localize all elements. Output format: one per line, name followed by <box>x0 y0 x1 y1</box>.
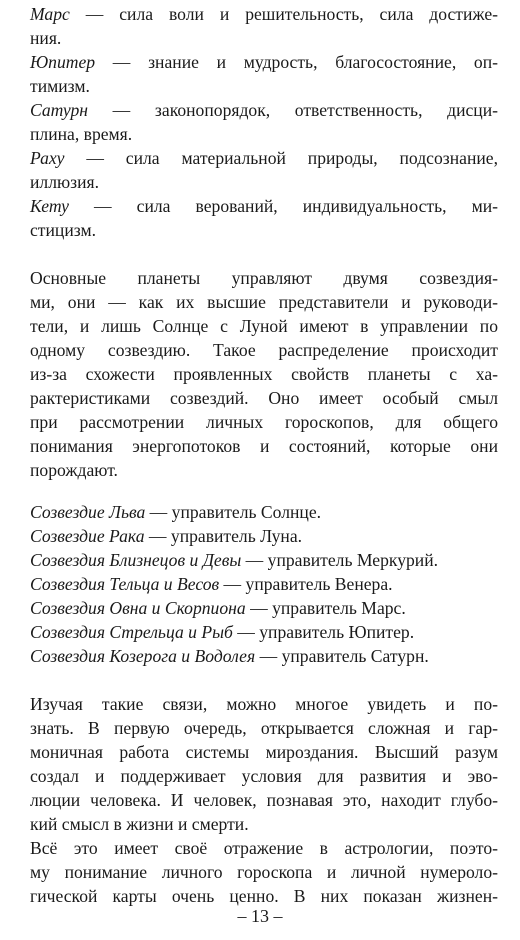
planet-line: Юпитер — знание и мудрость, благосостояние, оп- <box>30 52 498 72</box>
paragraph-1-line: рактеристиками созвездий. Оно имеет особый смыл <box>30 388 498 408</box>
paragraph-1-line: порождают. <box>30 460 118 480</box>
paragraph-1-line: Основные планеты управляют двумя созвездия- <box>30 268 498 288</box>
paragraph-2-line: Изучая такие связи, можно многое увидеть и по- <box>30 694 498 714</box>
planet-line-cont: плина, время. <box>30 124 133 144</box>
paragraph-1-line: ми, они — как их высшие представители и руководи- <box>30 292 498 312</box>
paragraph-2-line: моничная работа системы мироздания. Высший разум <box>30 742 498 762</box>
constellation-line: Созвездия Близнецов и Девы — управитель Меркурий. <box>30 550 439 570</box>
paragraph-2-line: кий смысл в жизни и смерти. <box>30 814 249 834</box>
paragraph-1-line: при рассмотрении личных гороскопов, для общего <box>30 412 498 432</box>
page-number: – 13 – <box>237 906 283 926</box>
constellation-line: Созвездие Рака — управитель Луна. <box>30 526 303 546</box>
paragraph-1-line: тели, и лишь Солнце с Луной имеют в управлении по <box>30 316 498 336</box>
constellation-line: Созвездие Льва — управитель Солнце. <box>30 502 322 522</box>
planet-line: Раху — сила материальной природы, подсознание, <box>30 148 498 168</box>
planet-line-cont: стицизм. <box>30 220 96 240</box>
paragraph-3-line: гической карты очень ценно. В них показан жизнен- <box>30 886 498 906</box>
planet-line: Сатурн — законопорядок, ответственность, дисци- <box>30 100 498 120</box>
planet-line-cont: тимизм. <box>30 76 90 96</box>
paragraph-3-line: Всё это имеет своё отражение в астрологии, поэто- <box>30 838 498 858</box>
constellation-line: Созвездия Овна и Скорпиона — управитель Марс. <box>30 598 406 618</box>
constellation-line: Созвездия Стрельца и Рыб — управитель Юпитер. <box>30 622 415 642</box>
paragraph-2-line: знать. В первую очередь, открывается сложная и гар- <box>30 718 498 738</box>
paragraph-2-line: люции человека. И человек, познавая это, находит глубо- <box>30 790 498 810</box>
constellation-line: Созвездия Тельца и Весов — управитель Венера. <box>30 574 393 594</box>
paragraph-1-line: одному созвездию. Такое распределение происходит <box>30 340 498 360</box>
planet-line-cont: ния. <box>30 28 62 48</box>
planet-line: Кету — сила верований, индивидуальность, ми- <box>30 196 498 216</box>
paragraph-1-line: из-за схожести проявленных свойств планеты с ха- <box>30 364 498 384</box>
constellation-line: Созвездия Козерога и Водолея — управитель Сатурн. <box>30 646 429 666</box>
paragraph-3-line: му понимание личного гороскопа и личной нумероло- <box>30 862 498 882</box>
planet-line: Марс — сила воли и решительность, сила достиже- <box>30 4 498 24</box>
paragraph-1-line: понимания энергопотоков и состояний, которые они <box>30 436 498 456</box>
planet-line-cont: иллюзия. <box>30 172 99 192</box>
paragraph-2-line: создал и поддерживает условия для развития и эво- <box>30 766 498 786</box>
